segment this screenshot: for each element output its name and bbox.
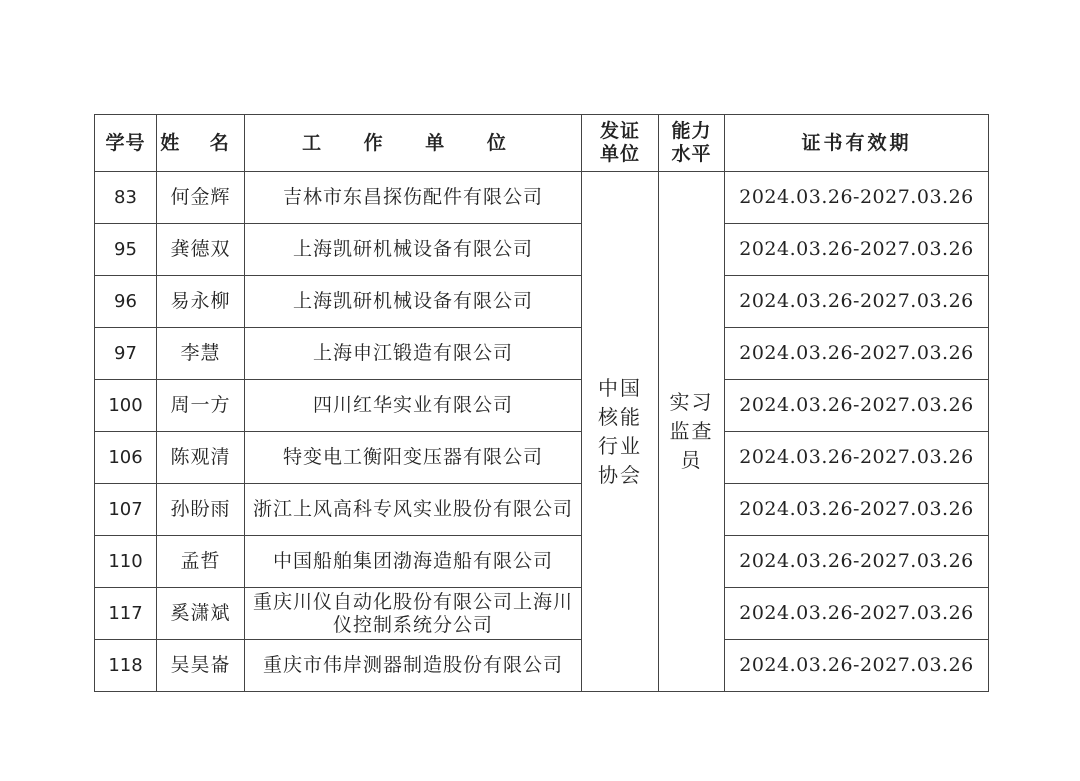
cell-name: 孙盼雨 [157,484,245,536]
cell-unit: 特变电工衡阳变压器有限公司 [245,432,582,484]
cell-name: 何金辉 [157,172,245,224]
table-row [95,328,989,380]
cell-unit: 上海凯研机械设备有限公司 [245,276,582,328]
cell-validity: 2024.03.26-2027.03.26 [725,172,989,224]
cell-unit: 浙江上风高科专风实业股份有限公司 [245,484,582,536]
table-row [95,432,989,484]
level-text: 实习监查员 [669,390,714,472]
header-row [95,115,989,172]
cell-level [659,172,725,692]
cell-unit: 上海申江锻造有限公司 [245,328,582,380]
cell-unit: 中国船舶集团渤海造船有限公司 [245,536,582,588]
cell-number: 97 [95,328,157,380]
cell-validity: 2024.03.26-2027.03.26 [725,328,989,380]
cell-number: 107 [95,484,157,536]
cell-number: 95 [95,224,157,276]
cell-number: 106 [95,432,157,484]
cell-validity: 2024.03.26-2027.03.26 [725,224,989,276]
table-row [95,380,989,432]
cell-name: 吴昊崙 [157,640,245,692]
table-row [95,640,989,692]
cell-validity: 2024.03.26-2027.03.26 [725,588,989,640]
table-row [95,484,989,536]
certificate-table-container [94,114,988,694]
cell-unit: 四川红华实业有限公司 [245,380,582,432]
certificate-table [94,114,989,692]
header-unit: 工 作 单 位 [245,115,582,172]
table-row [95,588,989,640]
header-issuer-text: 发证单位 [599,120,640,165]
header-number: 学号 [95,115,157,172]
cell-validity: 2024.03.26-2027.03.26 [725,432,989,484]
header-level-text: 能力水平 [671,120,712,165]
cell-number: 110 [95,536,157,588]
cell-name: 陈观清 [157,432,245,484]
cell-unit: 吉林市东昌探伤配件有限公司 [245,172,582,224]
header-name: 姓 名 [157,115,245,172]
header-validity: 证书有效期 [725,115,989,172]
cell-validity: 2024.03.26-2027.03.26 [725,276,989,328]
cell-validity: 2024.03.26-2027.03.26 [725,484,989,536]
table-row [95,224,989,276]
cell-name: 易永柳 [157,276,245,328]
table-row [95,276,989,328]
cell-unit: 重庆川仪自动化股份有限公司上海川仪控制系统分公司 [245,588,582,640]
cell-number: 100 [95,380,157,432]
issuer-text: 中国核能行业协会 [598,375,642,487]
table-row [95,536,989,588]
cell-number: 117 [95,588,157,640]
cell-name: 李慧 [157,328,245,380]
cell-issuer [582,172,659,692]
cell-unit: 上海凯研机械设备有限公司 [245,224,582,276]
cell-validity: 2024.03.26-2027.03.26 [725,640,989,692]
cell-number: 118 [95,640,157,692]
header-issuer [582,115,659,172]
cell-number: 83 [95,172,157,224]
cell-validity: 2024.03.26-2027.03.26 [725,380,989,432]
cell-name: 孟哲 [157,536,245,588]
cell-number: 96 [95,276,157,328]
cell-unit: 重庆市伟岸测器制造股份有限公司 [245,640,582,692]
cell-validity: 2024.03.26-2027.03.26 [725,536,989,588]
table-row [95,172,989,224]
header-level [659,115,725,172]
cell-name: 奚潇斌 [157,588,245,640]
cell-name: 周一方 [157,380,245,432]
cell-name: 龚德双 [157,224,245,276]
